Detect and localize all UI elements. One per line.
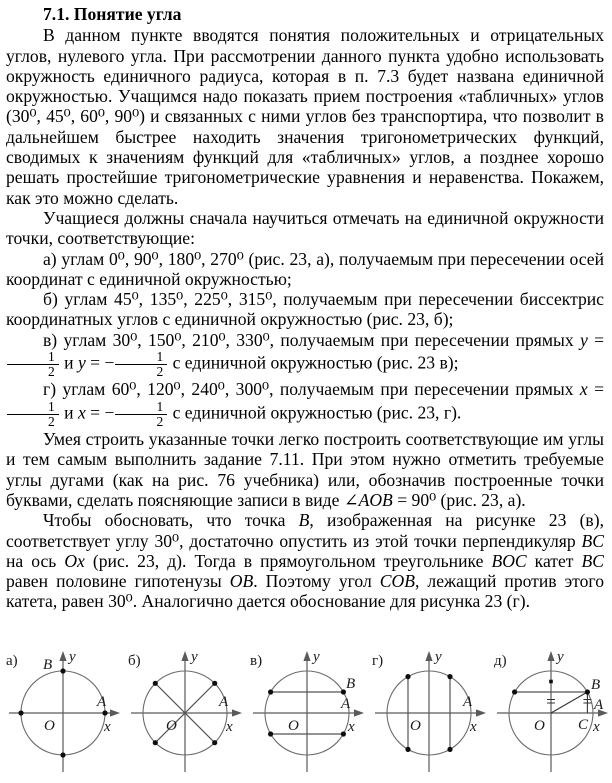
equal-tick-marks <box>547 680 591 703</box>
text-run: y <box>77 352 86 373</box>
x-axis-label: x <box>226 719 233 735</box>
origin-label: O <box>534 718 545 734</box>
y-axis-label: y <box>69 649 76 665</box>
point-a-label: A <box>594 697 604 713</box>
diagram-tag: в) <box>250 653 263 669</box>
text-run: = − <box>85 402 115 423</box>
x-axis-label: x <box>348 719 355 735</box>
diagram-tag: г) <box>372 653 384 669</box>
text-run: . Поэтому угол <box>253 571 380 592</box>
text-run: = <box>587 379 604 400</box>
diagram-d <box>489 646 611 783</box>
diagram-v <box>245 646 367 783</box>
y-axis-label: y <box>313 649 320 665</box>
text-run: = <box>587 329 604 350</box>
point-a-label: A <box>341 696 351 712</box>
text-run: в) углам 30⁰, 150⁰, 210⁰, 330⁰, получаемым при пересечении прямых <box>43 329 580 350</box>
text-run: а) углам 0⁰, 90⁰, 180⁰, 270⁰ (рис. 23, а), получаемым при пересечении осей координат с единичной окружностью; <box>6 248 604 289</box>
text-run: Чтобы обосновать, что точка <box>43 510 299 531</box>
point-b-label: B <box>43 657 53 673</box>
text-run: Учащиеся должны сначала научиться отмечать на единичной окружности точки, соответствующие: <box>6 207 604 249</box>
x-axis-label: x <box>470 719 477 735</box>
origin-label: O <box>288 718 299 734</box>
diagram-tag: б) <box>128 653 141 669</box>
point-c-label: C <box>578 717 589 733</box>
diagram-tag: д) <box>494 653 507 669</box>
fraction: $\frac{1}{2}$ <box>6 350 60 379</box>
text-run: , изображенная на рисунке 23 (в), соответствует углу 30⁰, достаточно опустить из этой точки перпендикуляр <box>6 510 604 551</box>
text-run: B <box>298 510 310 531</box>
paragraph-students-should <box>6 208 604 249</box>
text-run: и <box>59 402 78 423</box>
text-run: BC <box>581 530 604 551</box>
fraction: $\frac{1}{2}$ <box>114 400 168 429</box>
text-run: катет <box>526 550 582 571</box>
diagram-tag: а) <box>6 653 18 669</box>
text-run: COB <box>379 571 415 592</box>
paragraph-item-v <box>6 330 604 380</box>
text-run: OB <box>229 571 254 592</box>
paragraph-item-a <box>6 249 604 290</box>
paragraph-build-angles <box>6 429 604 510</box>
section-title: 7.1. Понятие угла <box>43 4 182 24</box>
origin-label: O <box>410 718 421 734</box>
text-run: = 90⁰ (рис. 23, а). <box>392 489 526 510</box>
paragraph-intro <box>6 25 604 208</box>
point-a-label: A <box>463 694 473 710</box>
text-run: BOC <box>491 550 527 571</box>
text-run: , лежащий против этого катета, равен 30⁰. Аналогично дается обоснование для рисунка 23 (г). <box>6 571 604 612</box>
text-run: и <box>59 352 78 373</box>
point-a-label: A <box>219 694 229 710</box>
text-run: г) углам 60⁰, 120⁰, 240⁰, 300⁰, получаемым при пересечении прямых <box>43 379 580 400</box>
text-run: = − <box>85 352 115 373</box>
paragraph-item-g <box>6 379 604 429</box>
text-run: ∠AOB <box>343 489 393 510</box>
y-axis-label: y <box>435 649 442 665</box>
text-run: x <box>579 379 588 400</box>
text-run: В данном пункте вводятся понятия положительных и отрицательных углов, нулевого угла. При рассмотрении данного пункта удобно использовать окружность единичного радиуса, которая в п. 7.3 будет названа единичной окружностью. Учащимся надо показать прием построения «табличных» углов (30⁰, 45⁰, 60⁰, 90⁰) и связанных с ними углов без транспортира, что позволит в дальнейшем быстрее находить значения тригонометрических функций, сводимых к значениям функций для «табличных» углов, а позднее хорошо решать простейшие тригонометрические уравнения и неравенства. Покажем, как это можно сделать. <box>6 25 604 208</box>
text-run: Ox <box>64 550 85 571</box>
diagram-g <box>367 646 489 783</box>
y-axis-label: y <box>557 649 564 665</box>
x-axis-label: x <box>104 719 111 735</box>
text-run: с единичной окружностью (рис. 23 в); <box>168 352 459 373</box>
x-axis-label: x <box>593 719 600 735</box>
point-b-label: B <box>591 677 601 693</box>
point-a-label: A <box>97 694 107 710</box>
paragraph-item-b <box>6 289 604 330</box>
axes <box>375 651 486 772</box>
text-run: y <box>579 329 588 350</box>
origin-label: O <box>166 718 177 734</box>
paragraph-justify-30 <box>6 510 604 611</box>
y-axis-label: y <box>191 649 198 665</box>
text-run: Умея строить указанные точки легко построить соответствующие им углы и тем самым выполнить задание 7.11. При этом нужно отметить требуемые углы дугами (как на рис. 76 учебника) или, обозначив построенные точки буквами, сделать поясняющие записи в виде <box>6 429 604 510</box>
text-run: равен половине гипотенузы <box>6 571 230 592</box>
fraction: $\frac{1}{2}$ <box>114 350 168 379</box>
text-run: (рис. 23, д). Тогда в прямоугольном треугольнике <box>84 550 492 571</box>
text-run: BC <box>581 550 604 571</box>
point-b-label: B <box>346 676 356 692</box>
diagram-b <box>123 646 245 783</box>
text-run: б) углам 45⁰, 135⁰, 225⁰, 315⁰, получаемым при пересечении биссектрис координатных углов с единичной окружностью (рис. 23, б); <box>6 289 604 330</box>
diagram-a <box>1 646 123 783</box>
document-body <box>6 4 604 646</box>
figure-23 <box>1 646 611 783</box>
text-run: с единичной окружностью (рис. 23, г). <box>168 402 462 423</box>
text-run: x <box>77 402 86 423</box>
text-run: на ось <box>6 550 65 571</box>
origin-label: O <box>44 718 55 734</box>
fraction: $\frac{1}{2}$ <box>6 400 60 429</box>
